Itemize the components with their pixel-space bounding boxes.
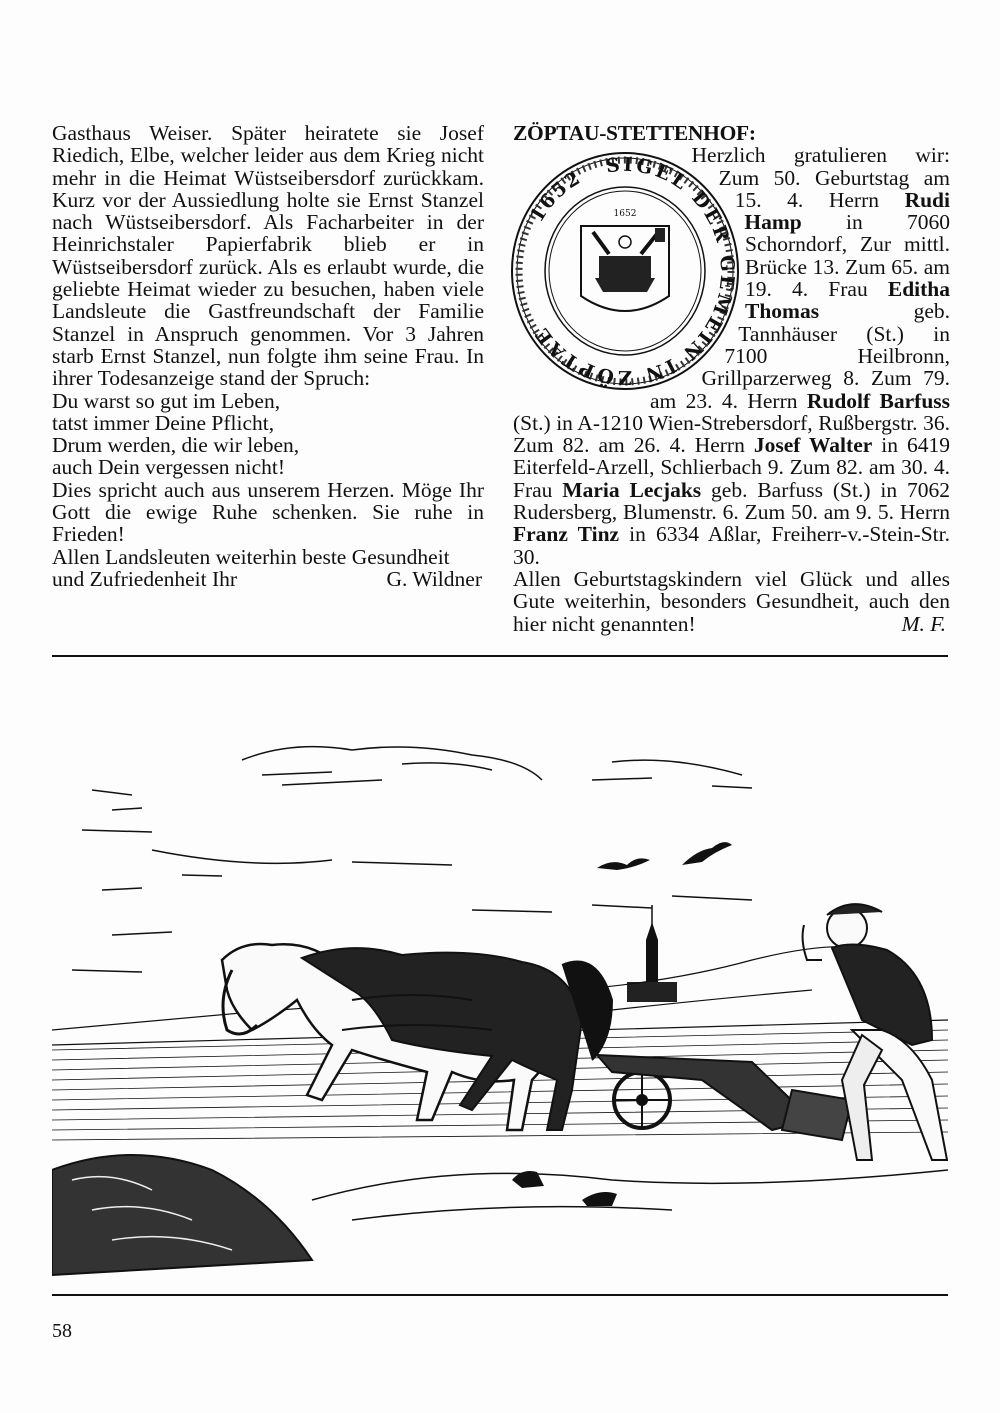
ground-foreground (52, 1155, 948, 1275)
greeting-text: (St.) in A-1210 Wien-Strebersdorf, Rußbergstr. 36. Zum 82. am 26. 4. Herrn (513, 410, 950, 458)
seal-year: 1652 (525, 166, 586, 227)
greeting-text: in 6419 Eiterfeld-Arzell, Schlierbach 9. Zum 82. am 30. 4. Frau (513, 433, 950, 502)
obituary-paragraph: Gasthaus Weiser. Später heiratete sie Josef Riedich, Elbe, welcher leider aus dem Krieg nicht mehr in die Heimat Wüstseibersdorf zurückkam. Kurz vor der Aussiedlung holte sie Ernst Stanzel nach Wüstseibersdorf. Als Facharbeiter in der Heinrichstaler Papierfabrik blieb er in Wüstseibersdorf zurück. Als es erlaubt wurde, die geliebte Heimat wieder zu besuchen, haben viele Landsleute die Gastfreundschaft der Familie Stanzel in Anspruch genommen. Vor 3 Jahren starb Ernst Stanzel, nun folgte ihm seine Frau. In ihrer Todesanzeige stand der Spruch: (52, 121, 484, 391)
closing-wishes-text: Allen Geburtstagskindern viel Glück und alles Gute weiterhin, besonders Gesundheit, auch den hier nicht genannten! (513, 566, 950, 636)
closing-wishes (513, 568, 950, 635)
closing-text: und Zufriedenheit Ihr (52, 566, 238, 591)
seal-inscription: SIGEL DER GEMEIN IN ZÖPTAE (529, 154, 739, 389)
poem-line-2: tatst immer Deine Pflicht, (52, 410, 275, 435)
signature-row (52, 568, 484, 590)
greeting-text: in 6334 Aßlar, Freiherr-v.-Stein-Str. 30. (513, 522, 950, 569)
celebrant-name: Maria Lecjaks (562, 477, 702, 502)
left-column (52, 122, 484, 590)
greeting-text: Herzlich gratulieren wir: Zum 50. Geburtstag am 15. 4. Herrn (691, 143, 950, 212)
author-signature: G. Wildner (386, 566, 482, 591)
section-heading: ZÖPTAU-STETTENHOF: (513, 121, 756, 145)
page-number: 58 (52, 1320, 72, 1342)
celebrant-name: Rudi Hamp (744, 187, 950, 235)
illustration-bottom-rule (52, 1294, 948, 1296)
right-column (513, 122, 950, 635)
wishes-paragraph: Allen Landsleuten weiterhin beste Gesundheit (52, 544, 450, 569)
celebrant-name: Rudolf Barfuss (806, 388, 951, 413)
municipal-seal (509, 146, 741, 396)
seal-inner-year: 1652 (613, 209, 637, 220)
greeting-text: in 7060 Schorndorf, Zur mittl. Brücke 13. Zum 65. am 19. 4. Frau (745, 210, 950, 302)
svg-text:1652 (526, 167, 586, 227)
seal-icon (509, 146, 741, 396)
author-initials: M. F. (901, 611, 946, 636)
poem-line-4: auch Dein vergessen nicht! (52, 455, 286, 480)
birds (597, 842, 732, 870)
poem-line-1: Du warst so gut im Leben, (52, 388, 281, 413)
plowing-illustration (52, 700, 948, 1280)
poem-line-3: Drum werden, die wir leben, (52, 433, 300, 458)
horses (222, 944, 612, 1130)
condolence-paragraph: Dies spricht auch aus unserem Herzen. Möge Ihr Gott die ewige Ruhe schenken. Sie ruhe in Frieden! (52, 477, 484, 547)
celebrant-name: Franz Tinz (513, 522, 620, 547)
celebrant-name: Editha Thomas (745, 277, 950, 324)
plough (597, 1055, 852, 1140)
section-divider (52, 655, 948, 657)
greeting-text: geb. Barfuss (St.) in 7062 Rudersberg, Blumenstr. 6. Zum 50. am 9. 5. Herrn (513, 477, 951, 525)
greeting-text: geb. Tannhäuser (St.) in 7100 Heilbronn, Grillparzerweg 8. Zum 79. am 23. 4. Herrn (650, 299, 950, 413)
celebrant-name: Josef Walter (753, 433, 873, 458)
church (627, 905, 677, 1002)
